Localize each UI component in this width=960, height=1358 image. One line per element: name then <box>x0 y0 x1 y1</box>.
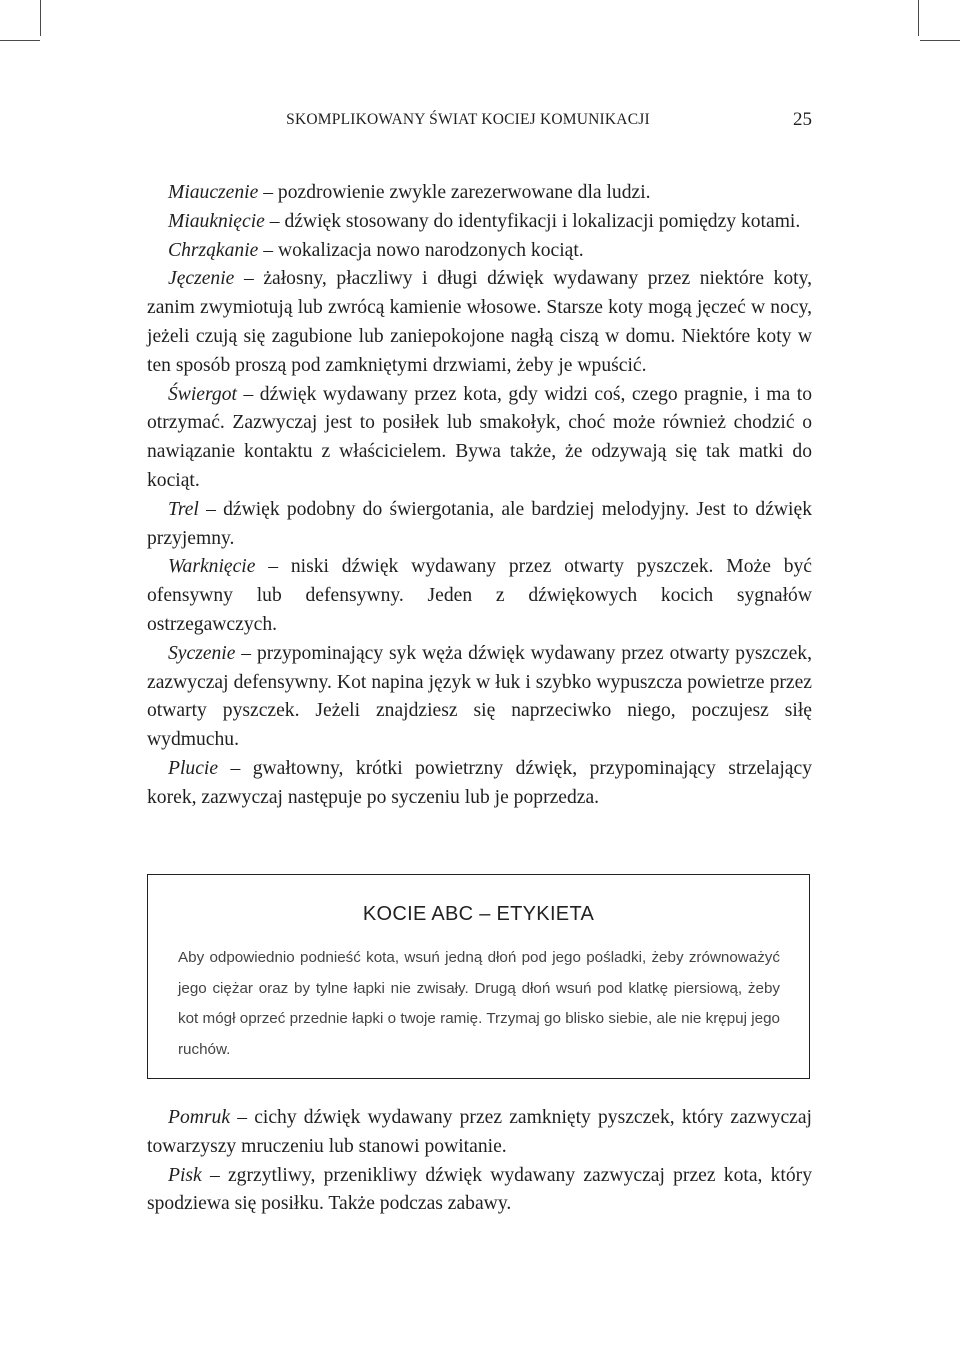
glossary-entry <box>147 1104 812 1162</box>
entry-term: Syczenie <box>168 642 236 664</box>
entry-definition: – dźwięk stosowany do identyfikacji i lokalizacji pomiędzy kotami. <box>264 210 801 232</box>
glossary-section <box>147 179 812 813</box>
entry-term: Plucie <box>168 757 219 779</box>
glossary-entry <box>147 755 812 813</box>
glossary-entry <box>147 237 812 266</box>
glossary-entry <box>147 553 812 639</box>
entry-term: Miauknięcie <box>168 210 265 232</box>
entry-definition: – pozdrowienie zwykle zarezerwowane dla ludzi. <box>258 182 651 203</box>
crop-mark <box>920 40 960 41</box>
sidebar-title: KOCIE ABC – ETYKIETA <box>362 903 595 925</box>
entry-definition: – żałosny, płaczliwy i długi dźwięk wydawany przez niektóre koty, zanim zwymiotują lub zwrócą kamienie włosowe. Starsze koty mogą jęczeć w nocy, jeżeli czują się zagubione lub zaniepokojone nagłą ciszą w domu. Niektóre koty w ten sposób proszą pod zamkniętymi drzwiami, żeby je wpuścić. <box>147 268 812 376</box>
glossary-entry <box>147 179 812 208</box>
crop-mark <box>40 0 41 36</box>
entry-term: Miauczenie <box>168 182 259 203</box>
entry-term: Warknięcie <box>168 556 256 578</box>
sidebar-body: Aby odpowiednio podnieść kota, wsuń jedną dłoń pod jego pośladki, żeby zrównoważyć jego ciężar oraz by tylne łapki nie zwisały. Drugą dłoń wsuń pod klatkę piersiową, żeby kot mógł oprzeć przednie łapki o twoje ramię. Trzymaj go blisko siebie, ale nie krępuj jego ruchów. <box>178 949 780 1058</box>
entry-definition: – dźwięk wydawany przez kota, gdy widzi coś, czego pragnie, i ma to otrzymać. Zazwyczaj jest to posiłek lub smakołyk, choć może również chodzić o nawiązanie kontaktu z właścicielem. Bywa także, że odzywają się tak matki do kociąt. <box>147 383 812 491</box>
entry-definition: – wokalizacja nowo narodzonych kociąt. <box>258 239 584 261</box>
entry-definition: – cichy dźwięk wydawany przez zamknięty pyszczek, który zazwyczaj towarzyszy mruczeniu lub stanowi powitanie. <box>147 1107 812 1157</box>
entry-definition: – zgrzytliwy, przenikliwy dźwięk wydawany zazwyczaj przez kota, który spodziewa się posiłku. Także podczas zabawy. <box>147 1164 812 1215</box>
entry-term: Pomruk <box>168 1107 231 1128</box>
entry-definition: – gwałtowny, krótki powietrzny dźwięk, przypominający strzelający korek, zazwyczaj następuje po syczeniu lub je poprzedza. <box>147 757 812 808</box>
glossary-entry <box>147 208 812 237</box>
entry-term: Chrząkanie <box>168 239 259 261</box>
entry-definition: – dźwięk podobny do świergotania, ale bardziej melodyjny. Jest to dźwięk przyjemny. <box>147 498 812 549</box>
glossary-section-continued <box>147 1104 812 1219</box>
entry-term: Jęczenie <box>168 268 235 290</box>
crop-mark <box>918 0 919 36</box>
chapter-title: SKOMPLIKOWANY ŚWIAT KOCIEJ KOMUNIKACJI <box>286 111 650 128</box>
sidebar-box <box>147 874 810 1079</box>
entry-term: Trel <box>168 498 199 520</box>
glossary-entry <box>147 640 812 755</box>
glossary-entry <box>147 496 812 554</box>
glossary-entry <box>147 1162 812 1220</box>
glossary-entry <box>147 265 812 380</box>
entry-definition: – przypominający syk węża dźwięk wydawany przez otwarty pyszczek, zazwyczaj defensywny. Kot napina język w łuk i szybko wypuszcza powietrze przez otwarty pyszczek. Jeżeli znajdziesz się naprzeciwko niego, poczujesz siłę wydmuchu. <box>147 642 812 751</box>
glossary-entry <box>147 381 812 496</box>
page-number: 25 <box>793 109 812 130</box>
running-head <box>148 109 812 133</box>
crop-mark <box>0 40 40 41</box>
entry-term: Pisk <box>168 1164 202 1186</box>
entry-term: Świergot <box>168 383 237 405</box>
entry-definition: – niski dźwięk wydawany przez otwarty pyszczek. Może być ofensywny lub defensywny. Jeden z dźwiękowych kocich sygnałów ostrzegawczych. <box>147 556 812 635</box>
